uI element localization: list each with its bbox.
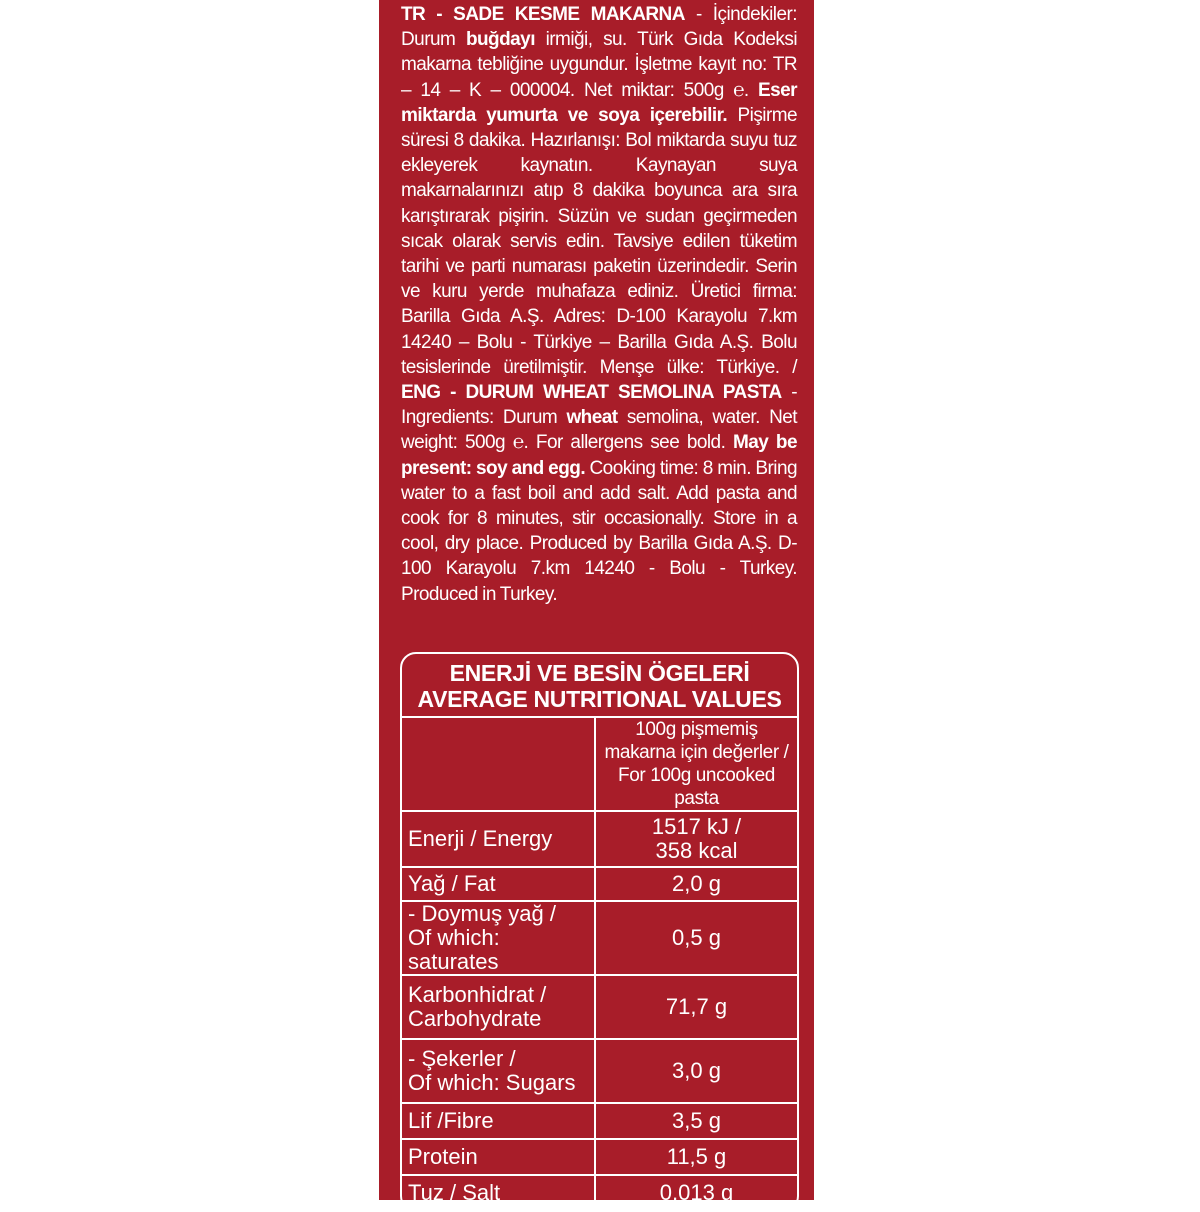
nutrient-label-line: Carbohydrate xyxy=(408,1006,542,1031)
nutrient-label-line: Karbonhidrat / xyxy=(408,982,547,1007)
nutrient-label xyxy=(402,1175,595,1211)
nutrient-label-line: Lif /Fibre xyxy=(408,1108,494,1133)
nutrition-grid xyxy=(402,718,797,1212)
nutrition-table xyxy=(400,652,799,1212)
nutrient-value-line: 1517 kJ / xyxy=(651,814,742,839)
nutrition-title-en: AVERAGE NUTRITIONAL VALUES xyxy=(417,686,782,712)
nutrient-label-line: Of which: saturates xyxy=(408,925,500,974)
eng-text-2: semolina, water. Net weight: 500g ℮. For allergens see bold. xyxy=(401,407,797,454)
nutrient-value-line: 71,7 g xyxy=(665,994,728,1019)
nutrient-label xyxy=(402,867,595,901)
tr-text-1: - İçindekiler: Durum xyxy=(401,4,797,51)
nutrient-label-line: Enerji / Energy xyxy=(408,826,553,851)
table-row xyxy=(402,1139,797,1175)
tr-wheat: buğdayı xyxy=(465,29,535,51)
nutrient-value-line: 3,0 g xyxy=(672,1058,721,1083)
table-row xyxy=(402,975,797,1039)
nutrient-value xyxy=(595,867,797,901)
table-row xyxy=(402,867,797,901)
nutrient-value-line: 2,0 g xyxy=(672,871,721,896)
nutrient-value xyxy=(595,1103,797,1139)
nutrition-header-row xyxy=(402,718,797,811)
table-row xyxy=(402,811,797,867)
nutrient-value-line: 358 kcal xyxy=(655,838,738,863)
nutrient-label xyxy=(402,1139,595,1175)
nutrient-label xyxy=(402,901,595,975)
eng-text-3: Cooking time: 8 min. Bring water to a fast boil and add salt. Add pasta and cook for 8 minutes, stir occasionally. Store in a cool, dry place. Produced by Barilla Gıda A.Ş. D-100 Karayolu 7.km 14240 - Bolu - Turkey. Produced in Turkey. xyxy=(401,457,797,605)
nutrient-label-line: Of which: Sugars xyxy=(408,1070,576,1095)
nutrient-value-line: 3,5 g xyxy=(672,1108,721,1133)
ingredients-text xyxy=(401,2,797,607)
table-row xyxy=(402,1103,797,1139)
tr-title: TR - SADE KESME MAKARNA xyxy=(401,4,685,25)
table-row xyxy=(402,1039,797,1103)
nutrient-label xyxy=(402,811,595,867)
nutrition-title-tr: ENERJİ VE BESİN ÖGELERİ xyxy=(449,660,750,686)
nutrition-table-title xyxy=(402,654,797,718)
eng-text-1: - Ingredients: Durum xyxy=(401,382,797,429)
tr-text-2: irmiği, su. Türk Gıda Kodeksi makarna tebliğine uygundur. İşletme kayıt no: TR – 14 – K – 000004. Net miktar: 500g ℮. xyxy=(401,29,797,101)
nutrient-label xyxy=(402,1039,595,1103)
eng-wheat: wheat xyxy=(566,407,618,429)
nutrition-header-blank xyxy=(402,718,595,811)
nutrient-value xyxy=(595,1175,797,1211)
label-panel xyxy=(379,0,814,1205)
nutrient-value xyxy=(595,975,797,1039)
nutrient-value xyxy=(595,1039,797,1103)
table-row xyxy=(402,1175,797,1211)
nutrient-value xyxy=(595,811,797,867)
table-row xyxy=(402,901,797,975)
nutrient-value-line: 11,5 g xyxy=(666,1144,727,1169)
nutrient-label-line: Protein xyxy=(408,1144,478,1169)
nutrient-label-line: Tuz / Salt xyxy=(408,1180,501,1205)
nutrient-value xyxy=(595,1139,797,1175)
tr-text-3: Pişirme süresi 8 dakika. Hazırlanışı: Bol miktarda suyu tuz ekleyerek kaynatın. Kaynayan suya makarnalarınızı atıp 8 dakika boyunca ara sıra karıştırarak pişirin. Süzün ve sudan geçirmeden sıcak olarak servis edin. Tavsiye edilen tüketim tarihi ve parti numarası paketin üzerindedir. Serin ve kuru yerde muhafaza ediniz. Üretici firma: Barilla Gıda A.Ş. Adres: D-100 Karayolu 7.km 14240 – Bolu - Türkiye – Barilla Gıda A.Ş. Bolu tesislerinde üretilmiştir. Menşe ülke: Türkiye. / xyxy=(401,104,798,378)
eng-allergen: May be present: soy and egg. xyxy=(401,432,797,479)
tr-allergen: Eser miktarda yumurta ve soya içerebilir. xyxy=(401,79,797,126)
nutrient-value-line: 0,013 g xyxy=(659,1180,734,1205)
nutrient-value xyxy=(595,901,797,975)
nutrient-label-line: Yağ / Fat xyxy=(408,871,496,896)
nutrition-column-header: 100g pişmemiş makarna için değerler / For 100g uncooked pasta xyxy=(595,718,797,811)
nutrient-label xyxy=(402,1103,595,1139)
nutrient-value-line: 0,5 g xyxy=(672,925,721,950)
nutrient-label-line: - Şekerler / xyxy=(408,1046,516,1071)
eng-title: ENG - DURUM WHEAT SEMOLINA PASTA xyxy=(401,382,782,404)
nutrient-label xyxy=(402,975,595,1039)
nutrient-label-line: - Doymuş yağ / xyxy=(408,901,556,926)
